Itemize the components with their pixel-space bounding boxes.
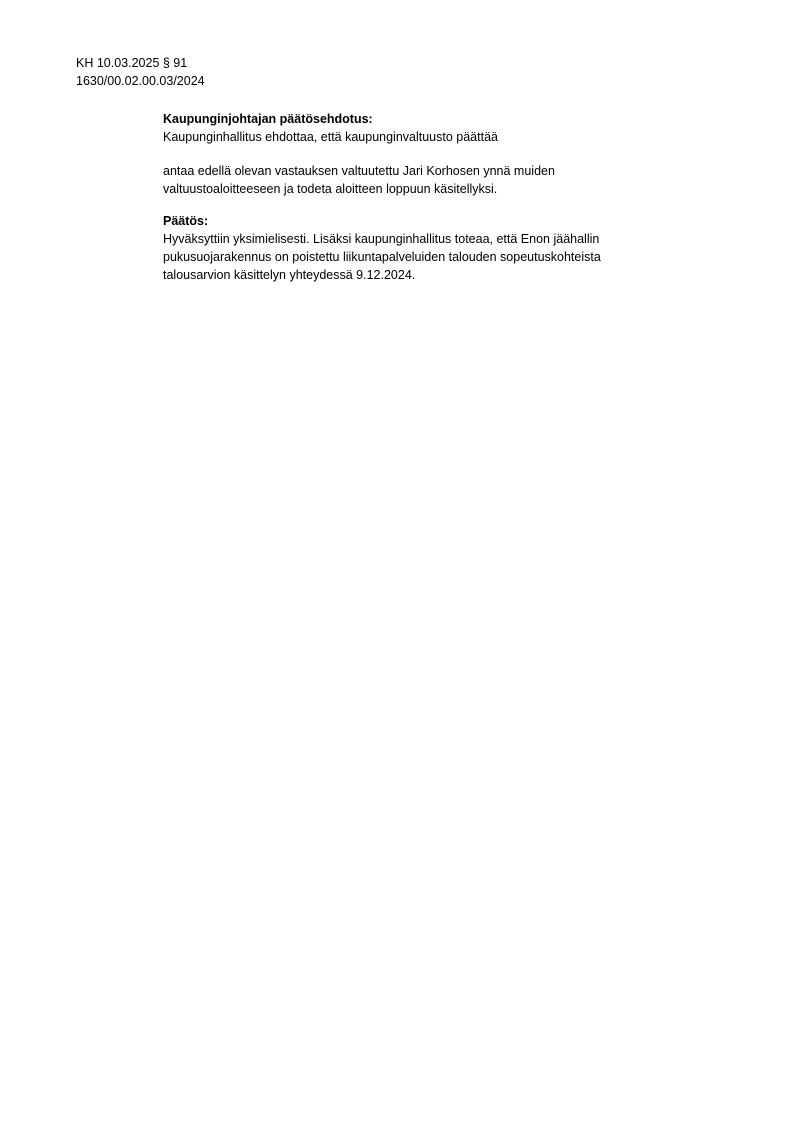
- proposal-section: [163, 110, 723, 198]
- proposal-intro: Kaupunginhallitus ehdottaa, että kaupunginvaltuusto päättää: [163, 130, 498, 144]
- proposal-body-line: valtuustoaloitteeseen ja todeta aloitteen loppuun käsitellyksi.: [163, 182, 498, 196]
- case-number: 1630/00.02.00.03/2024: [76, 74, 205, 88]
- proposal-body-line: antaa edellä olevan vastauksen valtuutettu Jari Korhosen ynnä muiden: [163, 164, 555, 178]
- document-header: [76, 54, 205, 90]
- decision-text-line: talousarvion käsittelyn yhteydessä 9.12.2024.: [163, 268, 416, 282]
- decision-heading: Päätös:: [163, 214, 209, 228]
- spacer: [163, 198, 723, 212]
- decision-text-line: Hyväksyttiin yksimielisesti. Lisäksi kaupunginhallitus toteaa, että Enon jäähallin: [163, 232, 600, 246]
- spacer: [163, 146, 723, 162]
- proposal-heading: Kaupunginjohtajan päätösehdotus:: [163, 112, 373, 126]
- decision-text-line: pukusuojarakennus on poistettu liikuntapalveluiden talouden sopeutuskohteista: [163, 250, 601, 264]
- decision-section: [163, 212, 723, 284]
- meeting-reference: KH 10.03.2025 § 91: [76, 56, 188, 70]
- document-body: [163, 110, 723, 284]
